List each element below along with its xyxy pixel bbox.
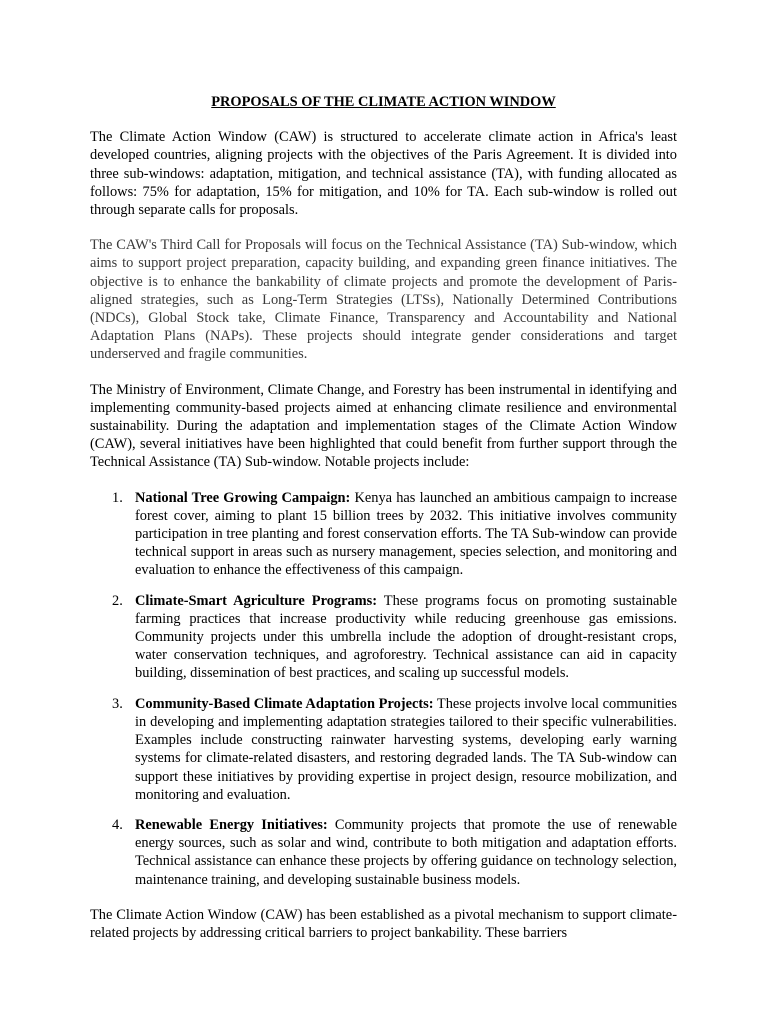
list-item-number: 2. <box>112 592 123 609</box>
list-item-title: Climate-Smart Agriculture Programs: <box>135 592 378 609</box>
list-item-number: 1. <box>112 489 123 506</box>
list-item-number: 3. <box>112 695 123 712</box>
document-title: PROPOSALS OF THE CLIMATE ACTION WINDOW <box>211 94 556 110</box>
document-page <box>90 93 677 959</box>
list-item-number: 4. <box>112 816 123 833</box>
paragraph-closing: The Climate Action Window (CAW) has been established as a pivotal mechanism to support climate-related projects by addressing critical barriers to project bankability. These barriers <box>90 906 677 941</box>
list-item-text: Community projects that promote the use of renewable energy sources, such as solar and wind, contribute to both mitigation and adaptation efforts. Technical assistance can enhance these projects by offering guidance on technology selection, maintenance training, and developing sustainable business models. <box>135 816 677 888</box>
list-item-title: Renewable Energy Initiatives: <box>135 816 328 833</box>
paragraph-third-call: The CAW's Third Call for Proposals will focus on the Technical Assistance (TA) Sub-window, which aims to support project preparation, capacity building, and expanding green finance initiatives. The objective is to enhance the bankability of climate projects and promote the development of Paris-aligned strategies, such as Long-Term Strategies (LTSs), Nationally Determined Contributions (NDCs), Global Stock take, Climate Finance, Transparency and Accountability and National Adaptation Plans (NAPs). These projects should integrate gender considerations and target underserved and fragile communities. <box>90 237 677 363</box>
list-item <box>90 695 677 804</box>
list-item-text: These projects involve local communities in developing and implementing adaptation strategies tailored to their specific vulnerabilities. Examples include constructing rainwater harvesting systems, developing early warning systems for climate-related disasters, and restoring degraded lands. The TA Sub-window can support these initiatives by providing expertise in project design, resource mobilization, and monitoring and evaluation. <box>135 695 677 803</box>
list-item <box>90 489 677 580</box>
notable-projects-list <box>90 489 677 889</box>
list-item-title: National Tree Growing Campaign: <box>135 489 351 506</box>
paragraph-intro: The Climate Action Window (CAW) is structured to accelerate climate action in Africa's least developed countries, aligning projects with the objectives of the Paris Agreement. It is divided into three sub-windows: adaptation, mitigation, and technical assistance (TA), with funding allocated as follows: 75% for adaptation, 15% for mitigation, and 10% for TA. Each sub-window is rolled out through separate calls for proposals. <box>90 129 677 219</box>
list-item <box>90 816 677 889</box>
list-item-text: These programs focus on promoting sustainable farming practices that increase productivity while reducing greenhouse gas emissions. Community projects under this umbrella include the adoption of drought-resistant crops, water conservation techniques, and agroforestry. Technical assistance can aid in capacity building, dissemination of best practices, and scaling up successful models. <box>135 592 677 682</box>
list-item-text: Kenya has launched an ambitious campaign to increase forest cover, aiming to plant 15 billion trees by 2032. This initiative involves community participation in tree planting and forest conservation efforts. The TA Sub-window can provide technical support in areas such as nursery management, species selection, and monitoring and evaluation to enhance the effectiveness of this campaign. <box>135 489 677 579</box>
list-item <box>90 592 677 683</box>
list-item-title: Community-Based Climate Adaptation Projects: <box>135 695 434 712</box>
paragraph-ministry: The Ministry of Environment, Climate Change, and Forestry has been instrumental in identifying and implementing community-based projects aimed at enhancing climate resilience and environmental sustainability. During the adaptation and implementation stages of the Climate Action Window (CAW), several initiatives have been highlighted that could benefit from further support through the Technical Assistance (TA) Sub-window. Notable projects include: <box>90 381 677 471</box>
